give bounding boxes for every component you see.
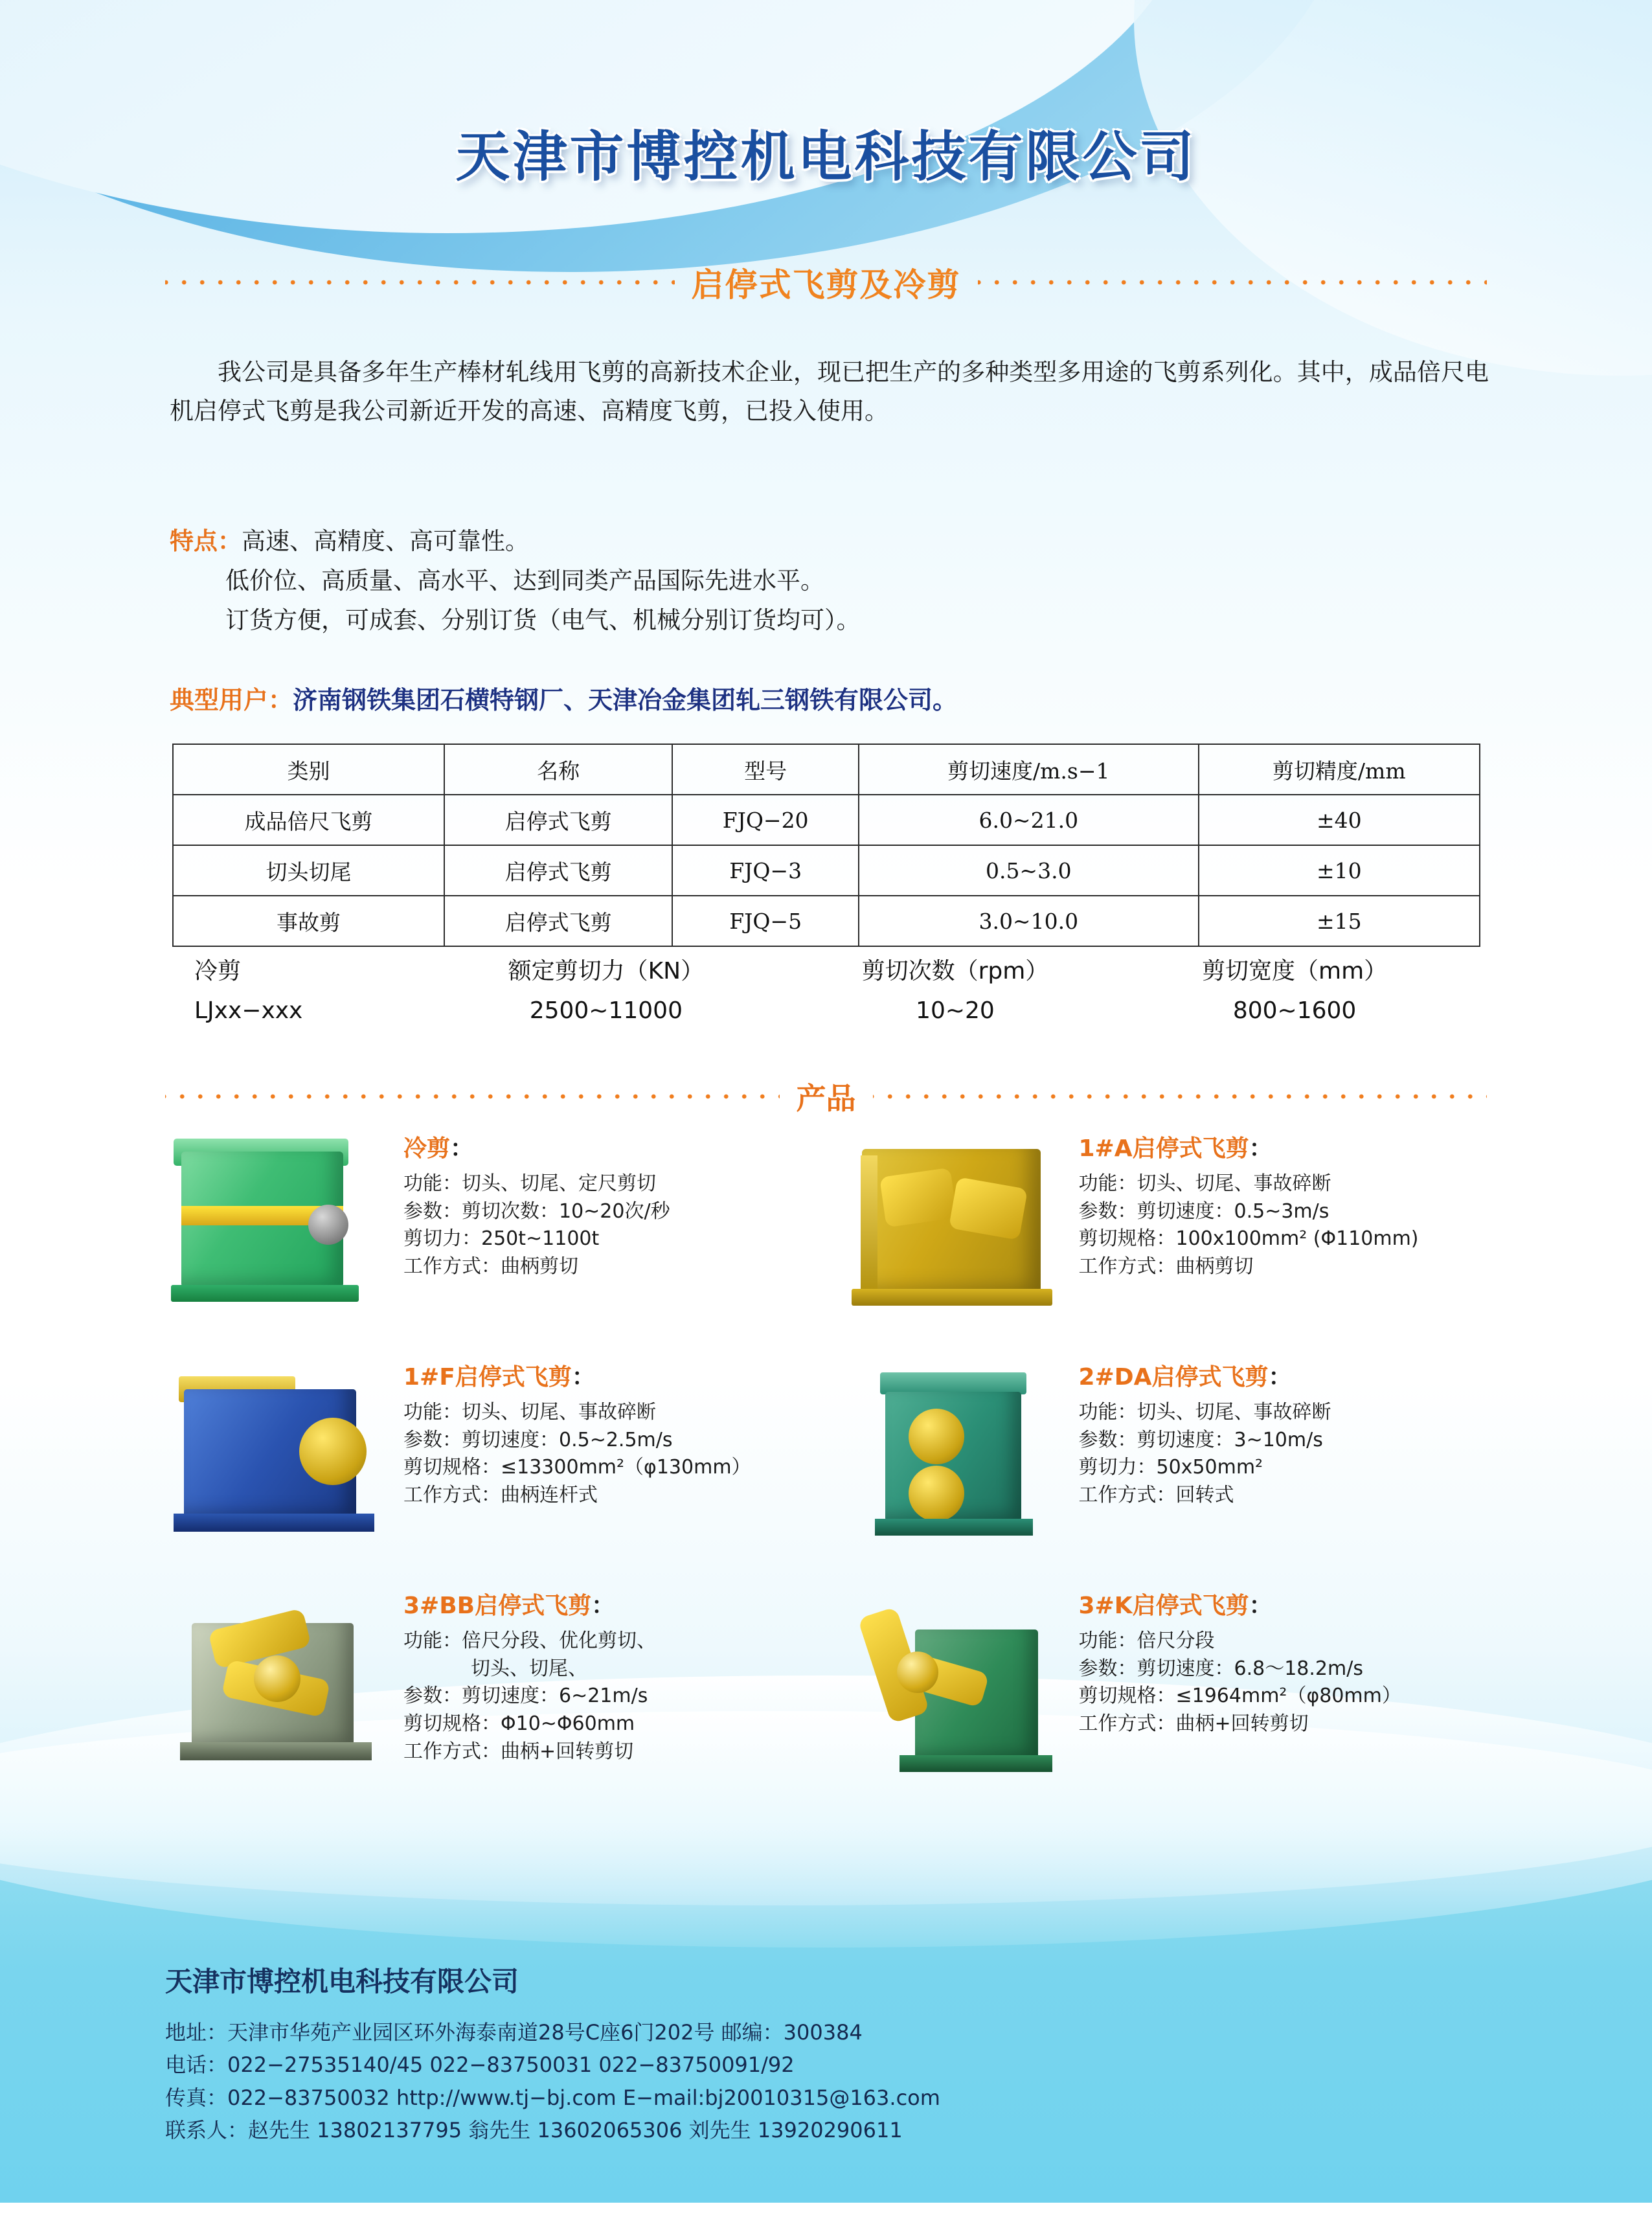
flying-shear-yellow-machine-image: [837, 1127, 1067, 1321]
product-title-text: 2#DA启停式飞剪: [1078, 1364, 1269, 1391]
products-heading-row: [165, 1075, 1487, 1118]
product-text: [403, 1584, 818, 1766]
table-row: [173, 896, 1480, 946]
cold-header-name: 冷剪: [194, 958, 242, 984]
product-line: 剪切规格：≤1964mm²（φ80mm）: [1078, 1685, 1401, 1708]
footer-company-name: 天津市博控机电科技有限公司: [165, 1965, 519, 1997]
cold-shear-header-row: [194, 947, 1464, 992]
product-line: 功能：倍尺分段、优化剪切、: [403, 1630, 656, 1653]
product-title: [1079, 1135, 1493, 1163]
product-line: 剪切力：250t~1100t: [403, 1227, 600, 1251]
product-line: 参数：剪切速度：0.5~3m/s: [1078, 1199, 1330, 1223]
features-text-3: 订货方便，可成套、分别订货（电气、机械分别订货均可）。: [225, 606, 861, 635]
footer-phone: 电话：022−27535140/45 022−83750031 022−83750091/92: [165, 2052, 795, 2078]
dotted-rule-right: [978, 280, 1488, 285]
spec-header-model: 型号: [672, 744, 859, 795]
product-line: 切头、切尾、: [471, 1657, 587, 1680]
dotted-rule-left: [165, 1094, 780, 1099]
dotted-rule-left: [165, 280, 675, 285]
spec-cell: 3.0~10.0: [859, 896, 1199, 946]
product-title: [403, 1592, 818, 1620]
cold-cell-force: 2500~11000: [529, 997, 683, 1024]
spec-cell: 0.5~3.0: [859, 845, 1199, 896]
spec-header-name: 名称: [444, 744, 672, 795]
product-line: 工作方式：曲柄+回转剪切: [403, 1740, 634, 1763]
spec-cell: ±40: [1199, 795, 1480, 845]
product-title-colon: ：: [1268, 1364, 1292, 1391]
table-row: [194, 992, 1464, 1030]
spec-cell: FJQ−5: [672, 896, 859, 946]
typical-users-line: [170, 680, 1489, 716]
product-line: 功能：切头、切尾、事故碎断: [403, 1401, 656, 1424]
product-line: 剪切规格：≤13300mm²（φ130mm）: [403, 1456, 751, 1479]
spec-table-header-row: [173, 744, 1480, 795]
cold-cell-width: 800~1600: [1232, 997, 1357, 1024]
product-line: 参数：剪切速度：3~10m/s: [1078, 1428, 1323, 1451]
flying-shear-teal-machine-image: [837, 1356, 1067, 1550]
product-line: 工作方式：曲柄剪切: [403, 1255, 578, 1278]
footer-contacts: 联系人：赵先生 13802137795 翁先生 13602065306 刘先生 13920290611: [165, 2118, 903, 2143]
spec-header-speed: 剪切速度/m.s−1: [859, 744, 1199, 795]
product-line: 功能：切头、切尾、事故碎断: [1078, 1401, 1331, 1424]
cold-header-width: 剪切宽度（mm）: [1202, 958, 1388, 984]
products-heading: 产品: [796, 1081, 856, 1116]
cold-header-force: 额定剪切力（KN）: [508, 958, 705, 984]
product-title-colon: ：: [450, 1135, 474, 1162]
features-text-2: 低价位、高质量、高水平、达到同类产品国际先进水平。: [225, 567, 824, 595]
spec-cell: ±15: [1199, 896, 1480, 946]
product-title: [403, 1363, 818, 1391]
cold-cell-model: LJxx−xxx: [194, 997, 303, 1024]
spec-table: [172, 744, 1480, 947]
product-line: 工作方式：曲柄连杆式: [403, 1483, 598, 1506]
footer: [165, 1960, 1493, 2147]
product-line: 剪切规格：Φ10~Φ60mm: [403, 1712, 635, 1735]
footer-fax-web-email: 传真：022−83750032 http://www.tj−bj.com E−mail:bj20010315@163.com: [165, 2085, 940, 2110]
product-title-colon: ：: [1249, 1135, 1273, 1162]
product-title-colon: ：: [571, 1364, 595, 1391]
spec-cell: ±10: [1199, 845, 1480, 896]
product-title-text: 1#A启停式飞剪: [1078, 1135, 1249, 1162]
product-card-2da: [837, 1356, 1493, 1584]
product-line: 功能：切头、切尾、定尺剪切: [403, 1172, 656, 1196]
product-title-text: 3#BB启停式飞剪: [403, 1593, 592, 1619]
product-line: 参数：剪切速度：6.8～18.2m/s: [1078, 1657, 1363, 1680]
spec-cell: 6.0~21.0: [859, 795, 1199, 845]
table-row: [173, 845, 1480, 896]
product-line: 工作方式：曲柄+回转剪切: [1078, 1712, 1309, 1735]
product-title-colon: ：: [1249, 1593, 1273, 1619]
product-text: [403, 1356, 818, 1510]
cold-header-rate: 剪切次数（rpm）: [861, 958, 1049, 984]
page-title: 天津市博控机电科技有限公司: [455, 125, 1197, 188]
product-text: [403, 1127, 818, 1281]
typical-users-value: 济南钢铁集团石横特钢厂、天津冶金集团轧三钢铁有限公司。: [293, 686, 958, 714]
product-card-3k: [837, 1584, 1493, 1813]
product-text: [1079, 1584, 1493, 1738]
product-card-cold-shear: [162, 1127, 818, 1356]
spec-cell: 成品倍尺飞剪: [173, 795, 444, 845]
product-card-3bb: [162, 1584, 818, 1813]
product-title-colon: ：: [591, 1593, 615, 1619]
spec-cell: 启停式飞剪: [444, 845, 672, 896]
product-text: [1079, 1356, 1493, 1510]
product-line: 参数：剪切次数：10~20次/秒: [403, 1199, 670, 1223]
product-title: [403, 1135, 818, 1163]
dotted-rule-right: [873, 1094, 1488, 1099]
spec-header-accuracy: 剪切精度/mm: [1199, 744, 1480, 795]
intro-paragraph: 我公司是具备多年生产棒材轧线用飞剪的高新技术企业，现已把生产的多种类型多用途的飞剪系列化。其中，成品倍尺电机启停式飞剪是我公司新近开发的高速、高精度飞剪，已投入使用。: [170, 358, 1489, 425]
cold-shear-green-machine-image: [162, 1127, 392, 1321]
spec-cell: FJQ−3: [672, 845, 859, 896]
subtitle-row: [165, 259, 1487, 306]
product-title: [1079, 1363, 1493, 1391]
features-label: 特点：: [170, 527, 242, 555]
flying-shear-blue-machine-image: [162, 1356, 392, 1550]
features-text-1: 高速、高精度、高可靠性。: [242, 527, 529, 555]
page-subtitle: 启停式飞剪及冷剪: [691, 266, 961, 304]
features-block: [170, 521, 1489, 640]
product-line: 功能：切头、切尾、事故碎断: [1078, 1172, 1331, 1196]
spec-cell: FJQ−20: [672, 795, 859, 845]
product-text: [1079, 1127, 1493, 1281]
cold-cell-rate: 10~20: [916, 997, 995, 1024]
footer-address: 地址：天津市华苑产业园区环外海泰南道28号C座6门202号 邮编：300384: [165, 2019, 863, 2045]
product-title-text: 3#K启停式飞剪: [1078, 1593, 1249, 1619]
product-title: [1079, 1592, 1493, 1620]
product-card-1a: [837, 1127, 1493, 1356]
product-line: 参数：剪切速度：6~21m/s: [403, 1685, 648, 1708]
flying-shear-yellowgreen-machine-image: [162, 1584, 392, 1778]
spec-cell: 启停式飞剪: [444, 896, 672, 946]
product-title-text: 1#F启停式飞剪: [403, 1364, 572, 1391]
product-line: 剪切力：50x50mm²: [1078, 1456, 1263, 1479]
product-line: 剪切规格：100x100mm² (Φ110mm): [1078, 1227, 1419, 1251]
table-row: [173, 795, 1480, 845]
cold-shear-table: [194, 947, 1464, 1030]
spec-cell: 切头切尾: [173, 845, 444, 896]
product-card-1f: [162, 1356, 818, 1584]
product-line: 工作方式：曲柄剪切: [1078, 1255, 1254, 1278]
spec-cell: 事故剪: [173, 896, 444, 946]
product-grid: [162, 1127, 1493, 1813]
product-line: 参数：剪切速度：0.5~2.5m/s: [403, 1428, 673, 1451]
product-line: 功能：倍尺分段: [1078, 1630, 1215, 1653]
spec-header-category: 类别: [173, 744, 444, 795]
typical-users-label: 典型用户：: [170, 686, 293, 714]
product-title-text: 冷剪: [403, 1135, 451, 1162]
product-line: 工作方式：回转式: [1078, 1483, 1234, 1506]
spec-cell: 启停式飞剪: [444, 795, 672, 845]
flying-shear-green-arm-machine-image: [837, 1584, 1067, 1778]
features-line-1: [170, 521, 1489, 561]
